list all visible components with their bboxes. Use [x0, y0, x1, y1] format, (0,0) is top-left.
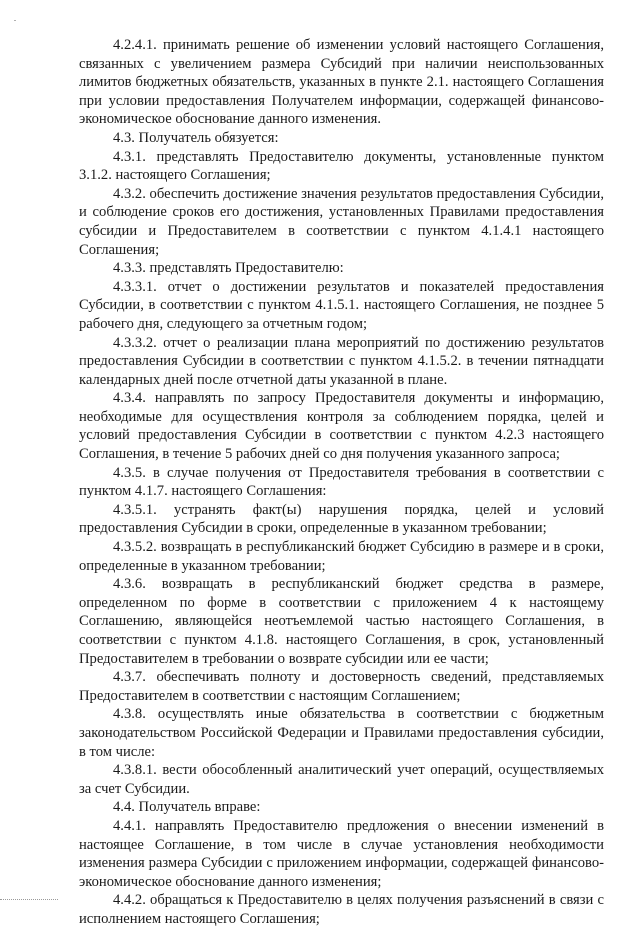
- paragraph-4-3: 4.3. Получатель обязуется:: [113, 129, 279, 146]
- scan-artifact: [14, 20, 16, 21]
- paragraph-4-3-5: 4.3.5. в случае получения от Предоставителя требования в соответствии с пунктом 4.1.7. настоящего Соглашения:: [79, 464, 604, 500]
- paragraph-4-3-3-1: 4.3.3.1. отчет о достижении результатов и показателей предоставления Субсидии, в соответствии с пунктом 4.1.5.1. настоящего Соглашения, не позднее 5 рабочего дня, следующего за отчетным годом;: [79, 278, 604, 332]
- paragraph-4-3-6: 4.3.6. возвращать в республиканский бюджет средства в размере, определенном по форме в соответствии с приложением 4 к настоящему Соглашению, являющейся неотъемлемой частью настоящего Соглашения, в соответствии с пунктом 4.1.8. настоящего Соглашения, в срок, установленный Предоставителем в требовании о возврате субсидии или ее части;: [79, 576, 604, 667]
- document-body: [79, 36, 604, 929]
- paragraph-4-2-4-1: 4.2.4.1. принимать решение об изменении условий настоящего Соглашения, связанных с увеличением размера Субсидий при наличии неиспользованных лимитов бюджетных обязательств, указанных в пункте 2.1. настоящего Соглашения при условии предоставления Получателем информации, содержащей финансово-экономическое обоснование данного изменения.: [79, 37, 604, 128]
- paragraph-4-3-4: 4.3.4. направлять по запросу Предоставителя документы и информацию, необходимые для осуществления контроля за соблюдением порядка, целей и условий предоставления Субсидии в соответствии с пунктом 4.2.3 настоящего Соглашения, в течение 5 рабочих дней со дня получения указанного запроса;: [79, 390, 604, 463]
- paragraph-4-3-8: 4.3.8. осуществлять иные обязательства в соответствии с бюджетным законодательством Российской Федерации и Правилами предоставления субсидии, в том числе:: [79, 706, 604, 760]
- paragraph-4-4: 4.4. Получатель вправе:: [113, 799, 261, 816]
- paragraph-4-3-3: 4.3.3. представлять Предоставителю:: [113, 260, 344, 277]
- paragraph-4-3-1: 4.3.1. представлять Предоставителю документы, установленные пунктом 3.1.2. настоящего Соглашения;: [79, 148, 604, 184]
- paragraph-4-3-7: 4.3.7. обеспечивать полноту и достоверность сведений, представляемых Предоставителем в соответствии с настоящим Соглашением;: [79, 669, 604, 704]
- paragraph-4-3-5-2: 4.3.5.2. возвращать в республиканский бюджет Субсидию в размере и в сроки, определенные в указанном требовании;: [79, 539, 604, 574]
- paragraph-4-3-3-2: 4.3.3.2. отчет о реализации плана мероприятий по достижению результатов предоставления Субсидии в соответствии с пунктом 4.1.5.2. в течении пятнадцати календарных дней после отчетной даты указанной в плане.: [79, 334, 604, 388]
- paragraph-4-4-1: 4.4.1. направлять Предоставителю предложения о внесении изменений в настоящее Соглашение, в том числе в случае установления необходимости изменения размера Субсидии с приложением информации, содержащей финансово-экономическое обоснование данного изменения;: [79, 817, 604, 890]
- scan-edge-mark: [0, 899, 58, 901]
- paragraph-4-3-8-1: 4.3.8.1. вести обособленный аналитический учет операций, осуществляемых за счет Субсидии.: [79, 762, 604, 797]
- paragraph-4-3-5-1: 4.3.5.1. устранять факт(ы) нарушения порядка, целей и условий предоставления Субсидии в сроки, определенные в указанном требовании;: [79, 501, 604, 537]
- paragraph-4-3-2: 4.3.2. обеспечить достижение значения результатов предоставления Субсидии, и соблюдение сроков его достижения, установленных Правилами предоставления субсидии и Предоставителем в соответствии с пунктом 4.1.4.1 настоящего Соглашения;: [79, 185, 604, 258]
- paragraph-4-4-2: 4.4.2. обращаться к Предоставителю в целях получения разъяснений в связи с исполнением настоящего Соглашения;: [79, 892, 604, 927]
